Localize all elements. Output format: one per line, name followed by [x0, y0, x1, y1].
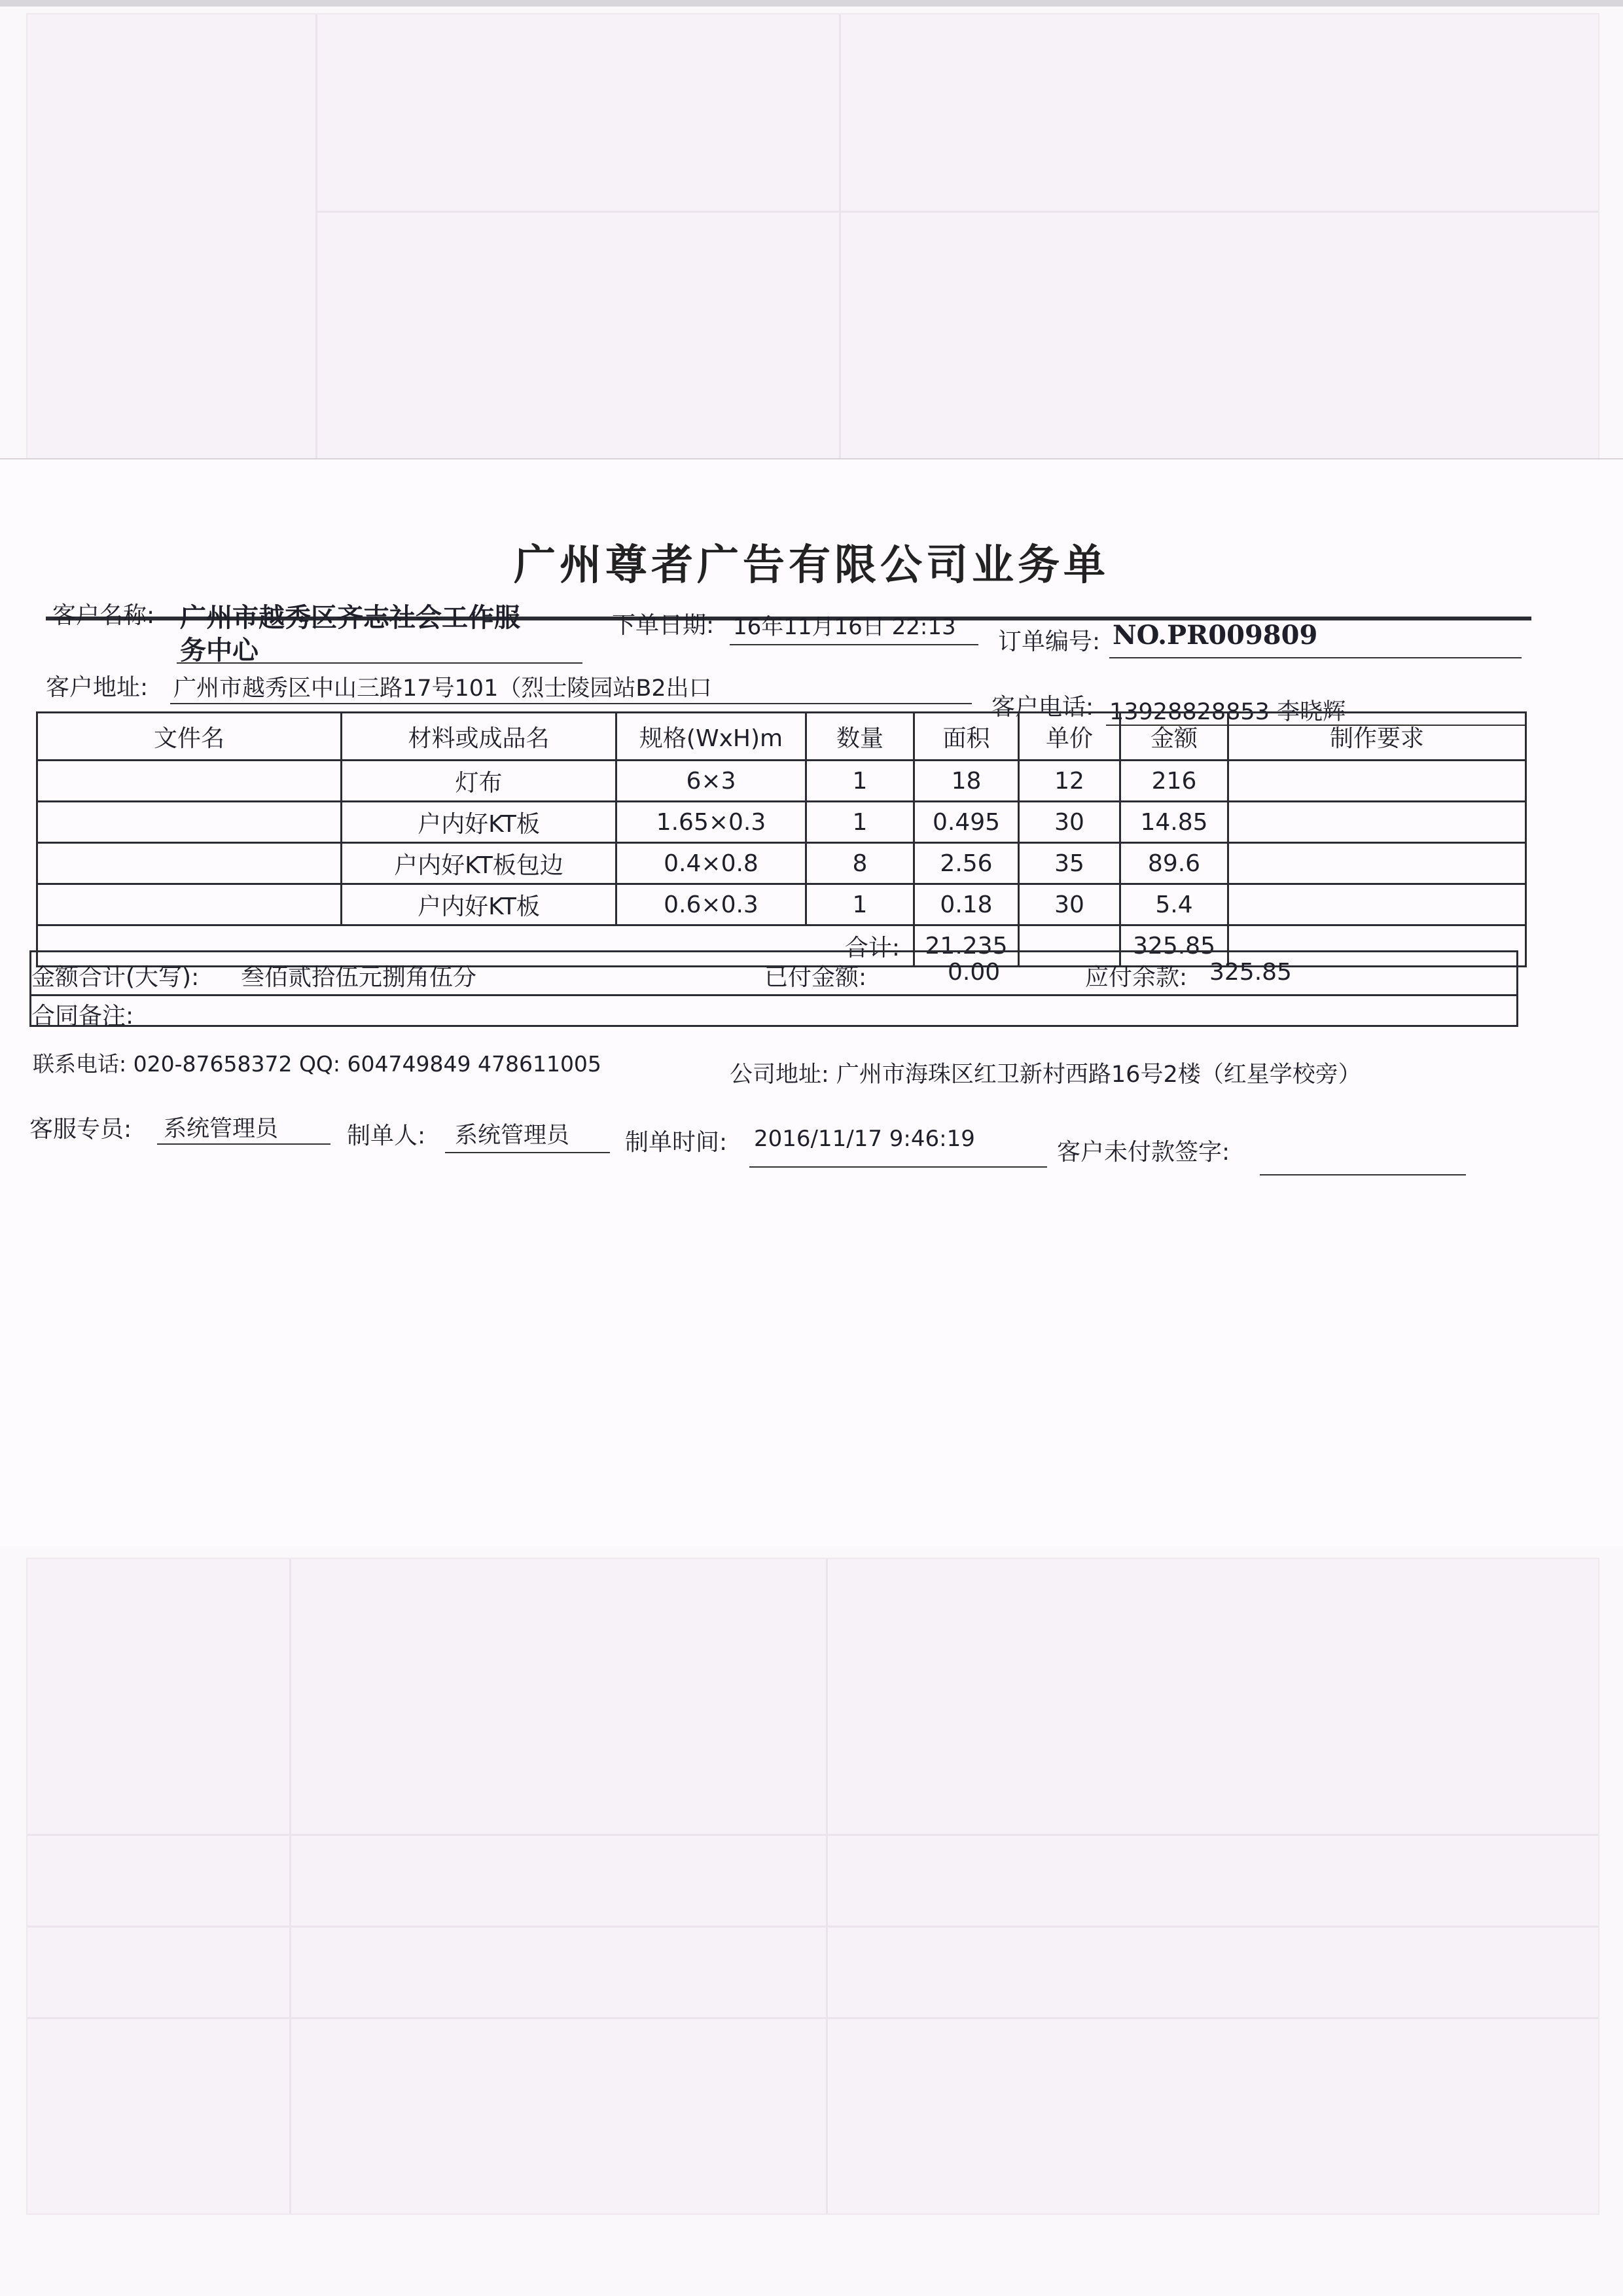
- order-date-value: 16年11月16日 22:13: [733, 614, 956, 640]
- col-header-price: 单价: [1019, 713, 1120, 761]
- signature-label: 客户未付款签字:: [1057, 1139, 1230, 1166]
- order-form: [0, 458, 1623, 1546]
- bleed-through-upper: [26, 13, 1599, 461]
- cs-label: 客服专员:: [29, 1116, 132, 1143]
- bleed-through-lower: [26, 1558, 1599, 2215]
- col-header-spec: 规格(WxH)m: [616, 713, 806, 761]
- order-number-value: NO.PR009809: [1113, 620, 1318, 651]
- customer-address-label: 客户地址:: [46, 674, 149, 701]
- table-row: 户内好KT板包边 0.4×0.8 8 2.56 35 89.6: [37, 843, 1526, 884]
- col-header-material: 材料或成品名: [342, 713, 616, 761]
- signature-line[interactable]: [1260, 1174, 1466, 1175]
- remarks-label: 合同备注:: [31, 1003, 134, 1030]
- paid-value: 0.00: [948, 959, 1001, 986]
- contact-tel: 联系电话: 020-87658372 QQ: 604749849 478611005: [33, 1051, 601, 1077]
- table-header-row: [37, 713, 1526, 761]
- total-label: 合计:: [37, 925, 914, 967]
- maker-label: 制单人:: [347, 1122, 426, 1149]
- scan-edge: [0, 0, 1623, 7]
- customer-address-value: 广州市越秀区中山三路17号101（烈士陵园站B2出口: [173, 675, 712, 702]
- total-amount: 325.85: [1120, 925, 1228, 967]
- form-title: 广州尊者广告有限公司业务单: [514, 541, 1109, 590]
- col-header-requirement: 制作要求: [1228, 713, 1526, 761]
- customer-name-label: 客户名称:: [52, 602, 155, 629]
- col-header-amount: 金额: [1120, 713, 1228, 761]
- total-area: 21.235: [914, 925, 1019, 967]
- customer-name-line2: 务中心: [180, 635, 259, 666]
- col-header-area: 面积: [914, 713, 1019, 761]
- customer-name-line1: 广州市越秀区齐志社会工作服: [180, 602, 520, 633]
- customer-phone-value: 13928828853 李晓辉: [1109, 699, 1346, 725]
- customer-phone-label: 客户电话:: [991, 694, 1094, 721]
- paid-label: 已付金额:: [764, 964, 867, 991]
- order-number-label: 订单编号:: [998, 628, 1101, 655]
- cs-value: 系统管理员: [164, 1116, 279, 1142]
- time-label: 制单时间:: [625, 1129, 728, 1156]
- items-table: [36, 711, 1527, 967]
- company-address: 公司地址: 广州市海珠区红卫新村西路16号2楼（红星学校旁）: [730, 1062, 1361, 1088]
- col-header-file: 文件名: [37, 713, 342, 761]
- order-date-label: 下单日期:: [612, 612, 715, 639]
- due-label: 应付余款:: [1085, 964, 1188, 991]
- summary-box: [29, 950, 1518, 1030]
- time-value: 2016/11/17 9:46:19: [754, 1126, 975, 1152]
- maker-value: 系统管理员: [455, 1122, 570, 1149]
- table-row: 户内好KT板 1.65×0.3 1 0.495 30 14.85: [37, 802, 1526, 843]
- table-row: 户内好KT板 0.6×0.3 1 0.18 30 5.4: [37, 884, 1526, 925]
- due-value: 325.85: [1209, 959, 1292, 986]
- amount-words-label: 金额合计(大写):: [31, 964, 200, 991]
- amount-words-value: 叁佰贰拾伍元捌角伍分: [241, 964, 477, 991]
- table-row: 灯布 6×3 1 18 12 216: [37, 761, 1526, 802]
- col-header-qty: 数量: [806, 713, 914, 761]
